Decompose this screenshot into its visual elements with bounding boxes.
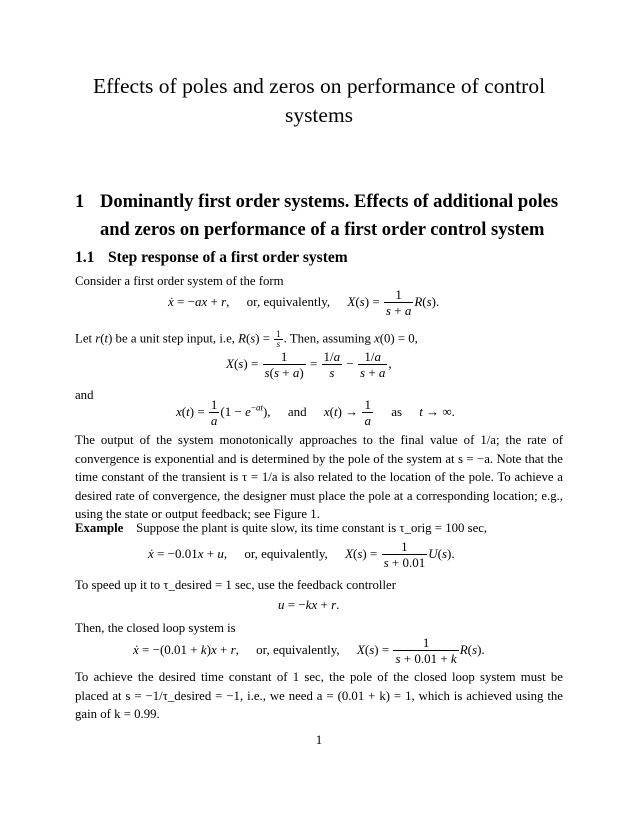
equation-laplace: X(s) = $\frac{1}{s(s + a)}$ = $\frac{1/a}{s}$ − $\frac{1/a}{s + a}$ , (226, 349, 392, 380)
equation-plant: ẋ = −0.01x + u, or, equivalently, X(s) = $\frac{1}{s + 0.01}$ U(s). (148, 539, 455, 570)
subsection-title: Step response of a first order system (108, 249, 348, 266)
achieve-paragraph: To achieve the desired time constant of 1 sec, the pole of the closed loop system must be placed at s = −1/τ_desired = −1, i.e., we need a = (0.01 + k) = 1, which is achieved using the gain of k = 0.99. (75, 670, 563, 722)
equation-controller: u = −kx + r. (278, 597, 340, 612)
subsection-heading (75, 248, 348, 268)
section-title: Dominantly first order systems. Effects of additional poles and zeros on performance of a first order control system (100, 192, 559, 240)
consider-text: Consider a first order system of the form (75, 274, 284, 288)
example-label: Example (75, 521, 124, 535)
output-paragraph: The output of the system monotonically approaches to the final value of 1/a; the rate of convergence is exponential and is determined by the pole of the system at s = −a. Note that the time constant of the transient is τ = 1/a is also related to the location of the pole. To achieve a desired rate of convergence, the designer must place the pole at a corresponding location; e.g., using the state or output feedback; see Figure 1. (75, 433, 563, 522)
equation-closed-loop: ẋ = −(0.01 + k)x + r, or, equivalently, X(s) = $\frac{1}{s + 0.01 + k}$ R(s). (133, 635, 485, 666)
and-label: and (75, 388, 94, 402)
subsection-number: 1.1 (75, 249, 95, 266)
section-number: 1 (75, 192, 85, 212)
example-text: Suppose the plant is quite slow, its time constant is τ_orig = 100 sec, (136, 521, 488, 535)
page-number: 1 (315, 732, 323, 747)
let-line: Let r(t) be a unit step input, i.e, R(s) = $\frac{1}{s}$ . Then, assuming x(0) = 0, (75, 329, 418, 349)
page-title: Effects of poles and zeros on performance of control systems (92, 74, 546, 127)
then-closed-text: Then, the closed loop system is (75, 621, 236, 635)
equation-time-response: x(t) = $\frac{1}{a}$ $(1 - e^{-at})$, and x(t) → $\frac{1}{a}$ as t → ∞. (176, 397, 455, 428)
speed-up-text: To speed up it to τ_desired = 1 sec, use the feedback controller (75, 578, 396, 592)
or-equivalently-1: or, equivalently, (246, 293, 331, 309)
equation-system: ẋ = −ax + r, or, equivalently, X(s) = $\frac{1}{s + a}$ R(s). (168, 287, 440, 318)
example-line (75, 520, 487, 536)
section-heading (75, 188, 575, 244)
